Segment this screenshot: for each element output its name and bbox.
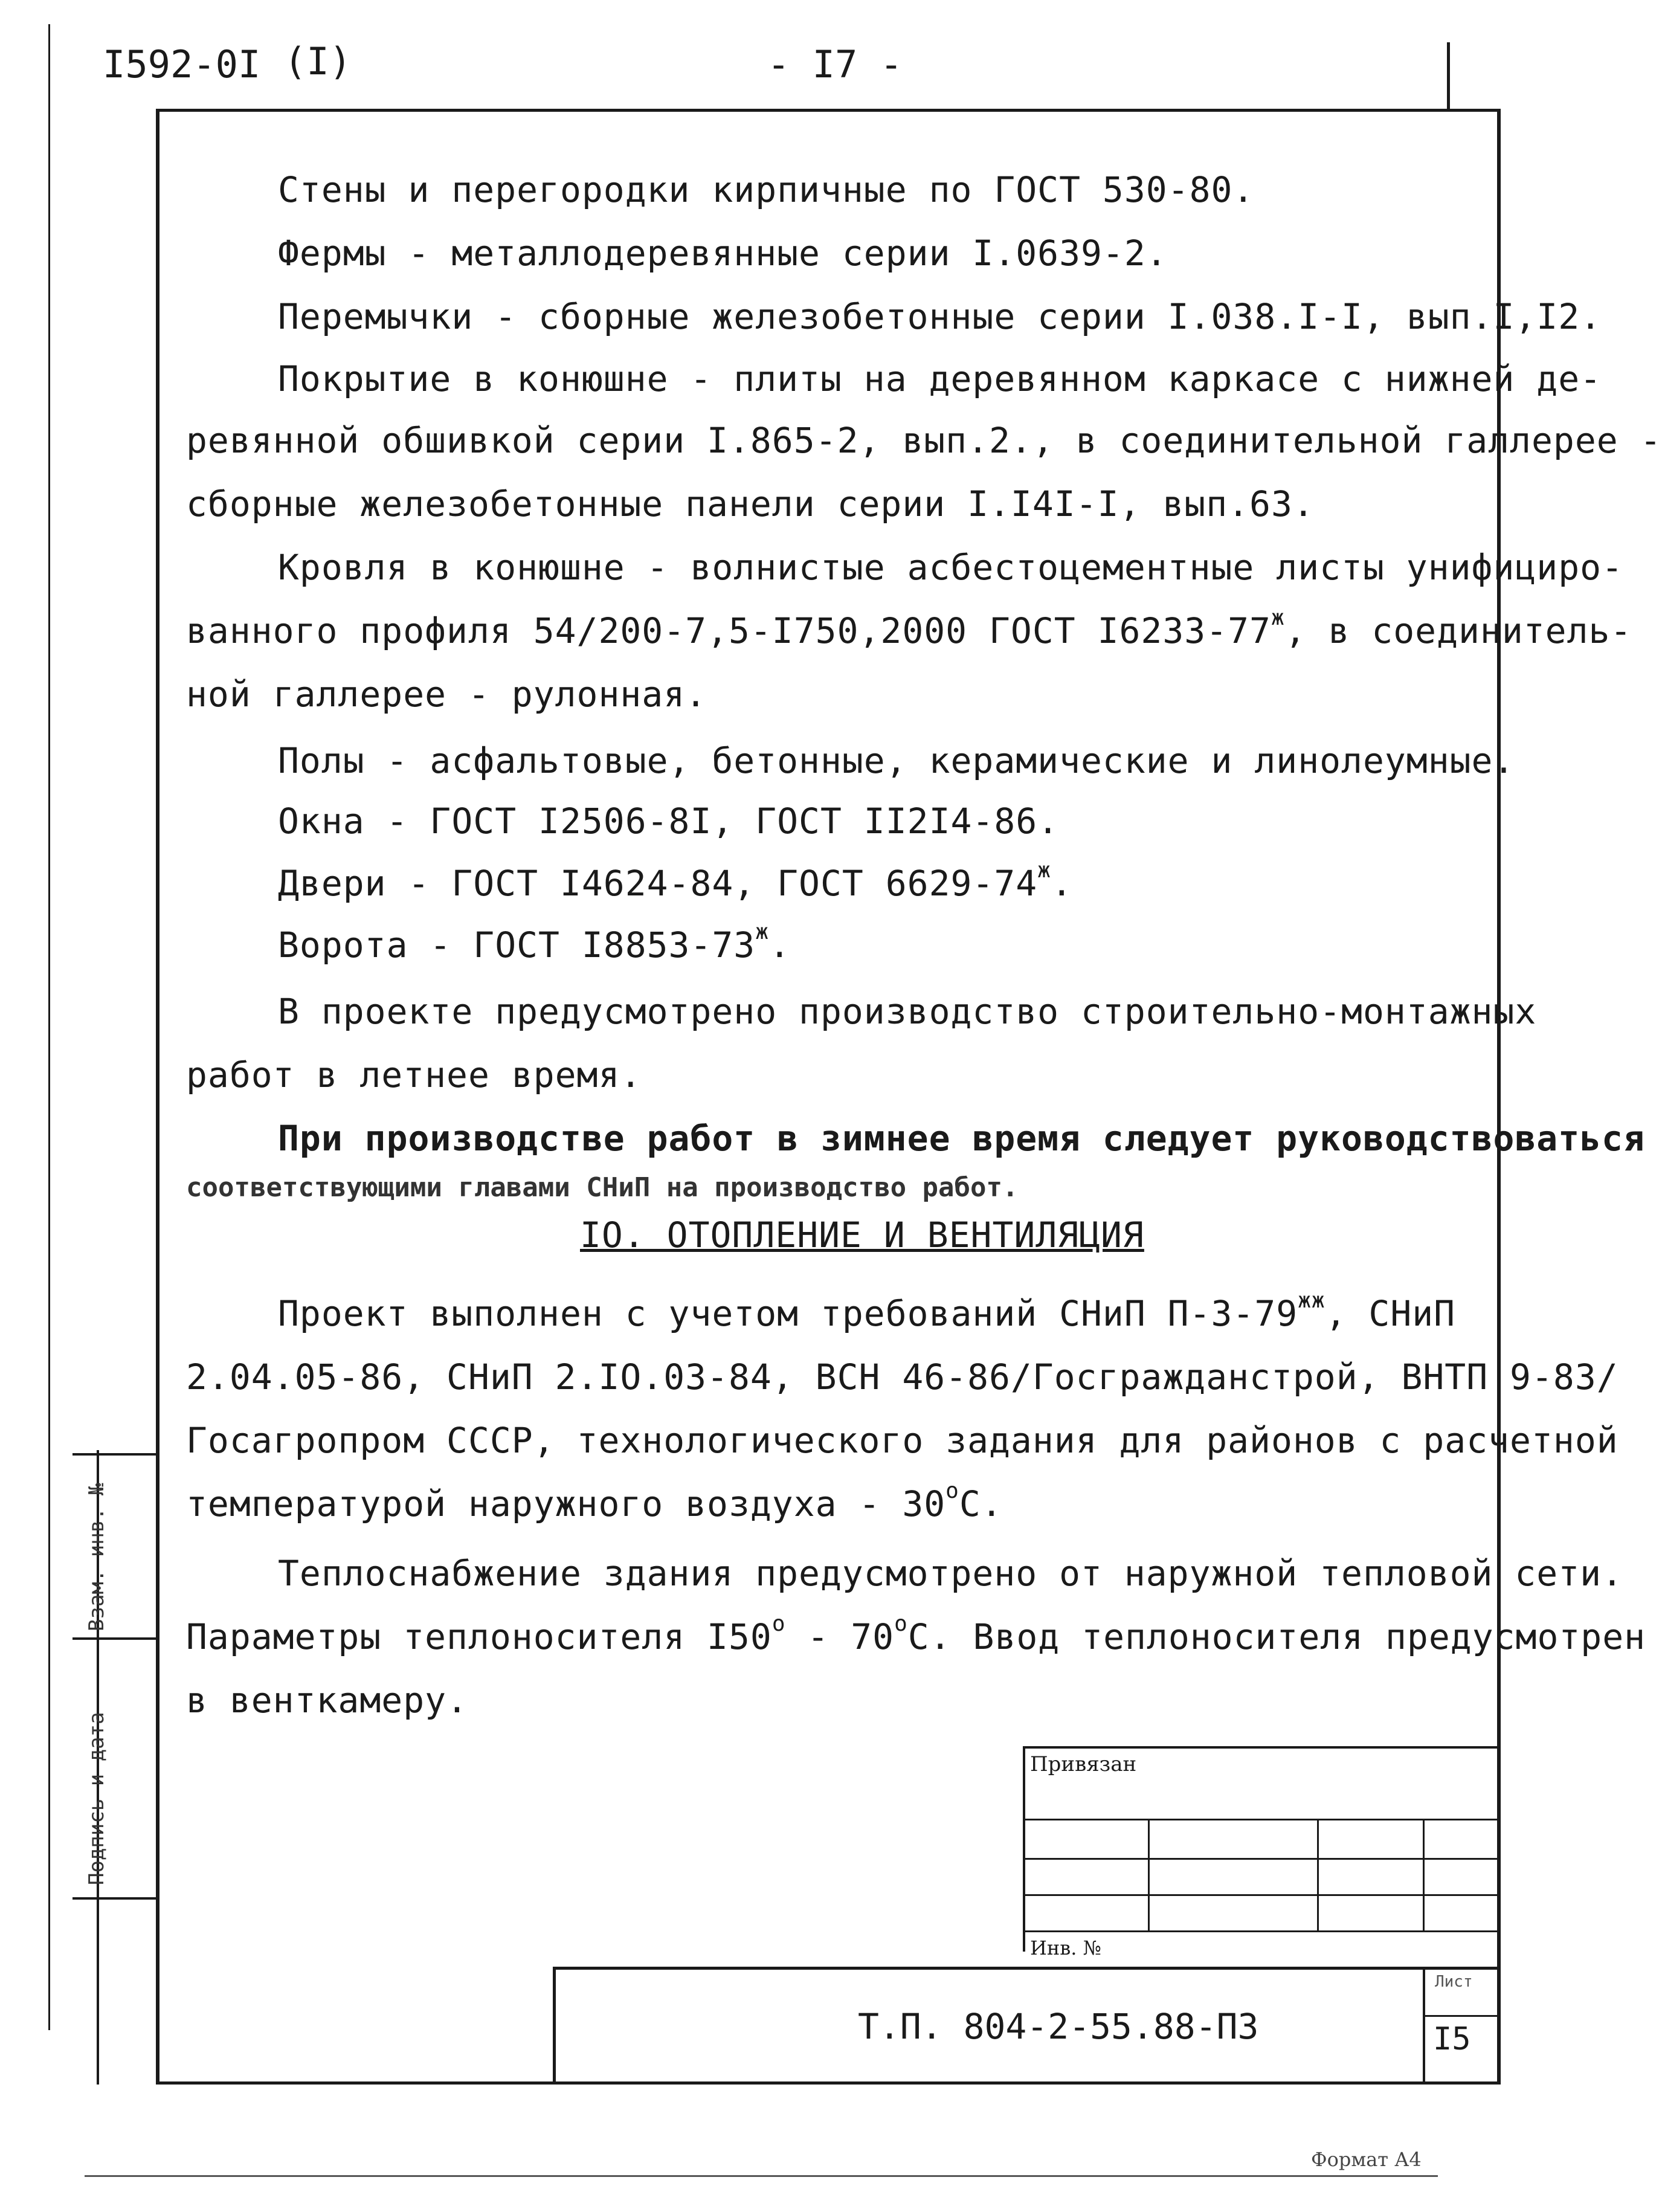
stamp-sheet-col	[1423, 1967, 1425, 2085]
text-fragment: , СНиП	[1325, 1293, 1456, 1334]
text-line	[186, 1478, 1003, 1524]
text-line: В проекте предусмотрено производство строительно-монтажных	[278, 991, 1537, 1032]
superscript-mark: ж	[755, 920, 769, 944]
text-line: работ в летнее время.	[186, 1054, 642, 1095]
text-line: При производстве работ в зимнее время следует руководствоваться	[278, 1118, 1645, 1159]
text-fragment: температурой наружного воздуха - 30	[186, 1483, 946, 1524]
stamp-row-line	[1023, 1858, 1500, 1860]
frame-left	[156, 109, 159, 2085]
text-line	[278, 1288, 1456, 1334]
superscript-mark: жж	[1298, 1288, 1325, 1313]
superscript-mark: ж	[1271, 605, 1285, 630]
side-label-sign-date: Подпись и дата	[85, 1712, 109, 1885]
stamp-bound-label: Привязан	[1030, 1752, 1137, 1776]
text-line: Окна - ГОСТ I2506-8I, ГОСТ II2I4-86.	[278, 801, 1060, 842]
stamp-col-line	[1423, 1819, 1425, 1930]
text-fragment: Параметры теплоносителя I50	[186, 1616, 772, 1657]
text-line: Перемычки - сборные железобетонные серии I.038.I-I, вып.I,I2.	[278, 296, 1602, 337]
frame-bottom	[156, 2081, 1500, 2085]
variant-label: (I)	[284, 39, 352, 83]
page-number: - I7 -	[767, 42, 903, 86]
text-line: в венткамеру.	[186, 1680, 468, 1721]
margin-line	[48, 24, 50, 2030]
text-line: ревянной обшивкой серии I.865-2, вып.2., в соединительной галлерее -	[186, 420, 1662, 461]
stamp-main-left	[553, 1967, 556, 2085]
stamp-col-line	[1317, 1819, 1319, 1930]
text-line: 2.04.05-86, СНиП 2.IO.03-84, ВСН 46-86/Госгражданстрой, ВНТП 9-83/	[186, 1356, 1619, 1398]
text-line: сборные железобетонные панели серии I.I4I-I, вып.63.	[186, 483, 1315, 524]
text-line	[278, 920, 791, 966]
stamp-sheet-row	[1423, 2015, 1500, 2017]
text-line: ной галлерее - рулонная.	[186, 674, 707, 715]
text-line: Фермы - металлодеревянные серии I.0639-2.	[278, 233, 1168, 274]
text-line	[186, 1611, 1646, 1657]
section-title: IO. ОТОПЛЕНИЕ И ВЕНТИЛЯЦИЯ	[580, 1214, 1144, 1256]
stamp-row-line	[1023, 1930, 1500, 1932]
superscript-mark: ж	[1037, 858, 1051, 883]
doc-code: I592-0I	[103, 42, 261, 86]
text-line: Полы - асфальтовые, бетонные, керамические и линолеумные.	[278, 740, 1515, 781]
side-strip-sep2	[72, 1637, 157, 1640]
stamp-main-top	[553, 1967, 1500, 1970]
superscript-mark: о	[894, 1611, 908, 1636]
stamp-row-line	[1023, 1894, 1500, 1896]
side-label-inv-swap: Взам. инв. №	[85, 1483, 109, 1631]
text-fragment: - 70	[785, 1616, 895, 1657]
text-fragment: Ворота - ГОСТ I8853-73	[278, 924, 756, 966]
text-line: Кровля в конюшне - волнистые асбестоцементные листы унифициро-	[278, 547, 1623, 588]
frame-top-right-stub	[1447, 42, 1450, 109]
stamp-col-line	[1148, 1819, 1150, 1930]
stamp-left-upper	[1023, 1746, 1025, 1952]
text-line: Стены и перегородки кирпичные по ГОСТ 530-80.	[278, 169, 1255, 210]
stamp-doc-number: Т.П. 804-2-55.88-ПЗ	[858, 2006, 1259, 2047]
side-strip-sep3	[72, 1897, 157, 1900]
stamp-row-line	[1023, 1819, 1500, 1820]
text-fragment: .	[1051, 863, 1073, 904]
frame-right	[1497, 109, 1501, 2085]
text-fragment: .	[768, 924, 791, 966]
text-line: Госагропром СССР, технологического задания для районов с расчетной	[186, 1420, 1619, 1461]
text-line: Теплоснабжение здания предусмотрено от наружной тепловой сети.	[278, 1553, 1623, 1594]
text-line: Покрытие в конюшне - плиты на деревянном каркасе с нижней де-	[278, 358, 1602, 399]
format-label: Формат А4	[1311, 2148, 1422, 2171]
stamp-top	[1023, 1746, 1500, 1749]
frame-top	[156, 109, 1500, 112]
text-fragment: С.	[959, 1483, 1003, 1524]
stamp-inv-label: Инв. №	[1030, 1936, 1101, 1959]
text-fragment: С. Ввод теплоносителя предусмотрен	[907, 1616, 1646, 1657]
text-fragment: , в соединитель-	[1284, 610, 1632, 651]
text-line-smudged: соответствующими главами СНиП на производство работ.	[186, 1172, 1019, 1203]
text-fragment: Двери - ГОСТ I4624-84, ГОСТ 6629-74	[278, 863, 1038, 904]
text-line	[186, 605, 1632, 651]
text-fragment: Проект выполнен с учетом требований СНиП П-3-79	[278, 1293, 1298, 1334]
stamp-sheet-number: I5	[1433, 2021, 1471, 2057]
side-strip-sep1	[72, 1453, 157, 1456]
stamp-sheet-label: Лист	[1435, 1973, 1473, 1991]
bottom-rule	[85, 2175, 1438, 2177]
superscript-mark: о	[771, 1611, 786, 1636]
text-line	[278, 858, 1073, 904]
text-fragment: ванного профиля 54/200-7,5-I750,2000 ГОСТ I6233-77	[186, 610, 1271, 651]
superscript-mark: о	[945, 1478, 959, 1503]
